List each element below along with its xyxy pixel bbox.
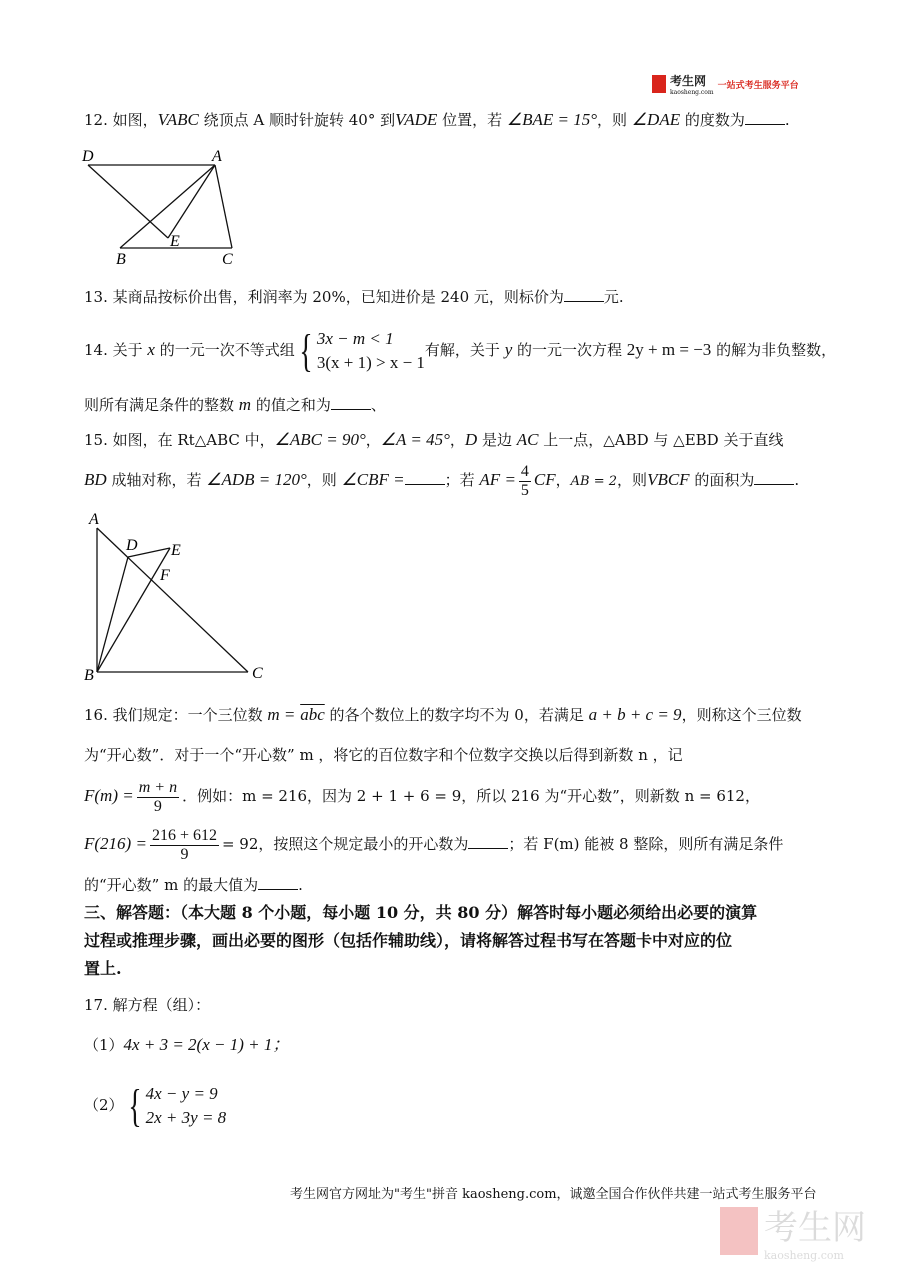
label-C: C [252,665,263,682]
q17-part1: （1）4x + 3 = 2(x − 1) + 1； [84,1035,290,1054]
q16-line5: 的“开心数” m 的最大值为 . [84,876,303,894]
label-A: A [89,511,99,528]
q12-text: 12. 如图，VABC 绕顶点 A 顺时针旋转 40° 到VADE 位置，若 ∠BAE = 15°，则 ∠DAE 的度数为 . [84,110,790,129]
label-E: E [170,233,180,250]
section3-heading: 三、解答题：（本大题 8 个小题，每小题 10 分，共 80 分）解答时每小题必须给出必要的演算 [84,903,758,922]
section3-heading-3: 置上. [84,959,122,978]
label-C: C [222,251,233,268]
q16-line2: 为“开心数”．对于一个“开心数” m ，将它的百位数字和个位数字交换以后得到新数 n ，记 [84,746,683,764]
logo-name: 考生网 [670,74,707,88]
q16-line1: 16. 我们规定：一个三位数 $m = \overline{abc}$ 的各个数位上的数字均不为 0，若满足 a + b + c = 9，则称这个三位数 [84,705,802,724]
answer-blank [745,110,785,125]
q14-line2: 则所有满足条件的整数 m 的值之和为 、 [84,395,386,414]
equation-system: { 4x − y = 9 2x + 3y = 8 [127,1080,227,1131]
segment-DE [88,165,168,238]
header-logo [652,72,799,96]
footer-text: 考生网官方网址为"考生"拼音 kaosheng.com，诚邀全国合作伙伴共建一站式考生服务平台 [290,1187,817,1202]
q15-text: 15. 如图，在 Rt△ABC 中，∠ABC = 90°，∠A = 45°，D 是边 AC 上一点，△ABD 与 △EBD 关于直线 [84,430,784,449]
label-F: F [160,567,170,584]
segment-AC [215,165,232,248]
inequality-system: { 3x − m < 1 3(x + 1) > x − 1 [299,325,425,376]
q16-line3: F(m) = $\frac{m + n}{9}$ ．例如：m = 216，因为 2 + 1 + 6 = 9，所以 216 为“开心数”，则新数 n = 612， [84,778,760,815]
label-A: A [212,148,222,165]
q13-text: 13. 某商品按标价出售，利润率为 20%，已知进价是 240 元，则标价为 元. [84,288,624,306]
q14-text: 14. 关于 x 的一元一次不等式组 { 3x − m < 1 3(x + 1) > x − 1 有解，关于 y 的一元一次方程 2y + m = −3 的解为非负整数， [84,325,837,376]
q15-figure [0,500,300,690]
q17-title: 17. 解方程（组）： [84,996,211,1014]
section3-heading-2: 过程或推理步骤，画出必要的图形（包括作辅助线），请将解答过程书写在答题卡中对应的位 [84,931,733,950]
watermark-logo-icon [720,1207,758,1255]
label-E: E [171,542,181,559]
label-B: B [116,251,126,268]
q15-line2: BD 成轴对称，若 ∠ADB = 120°，则 ∠CBF = ；若 AF = $\frac{4}{5}$ CF，AB = 2，则VBCF 的面积为 . [84,462,800,499]
q16-line4: F(216) = $\frac{216 + 612}{9}$ = 92，按照这个规定最小的开心数为 ；若 F(m) 能被 8 整除，则所有满足条件 [84,826,784,863]
segment-AE [168,165,215,238]
label-D: D [126,537,138,554]
watermark: 考生网 kaosheng.com [720,1200,866,1262]
q12-figure [0,0,300,280]
q17-part2: （2） { 4x − y = 9 2x + 3y = 8 [84,1080,227,1131]
label-D: D [82,148,94,165]
label-B: B [84,667,94,684]
logo-domain: kaosheng.com [670,89,714,96]
logo-slogan: 一站式考生服务平台 [717,80,799,91]
logo-icon [652,75,666,93]
